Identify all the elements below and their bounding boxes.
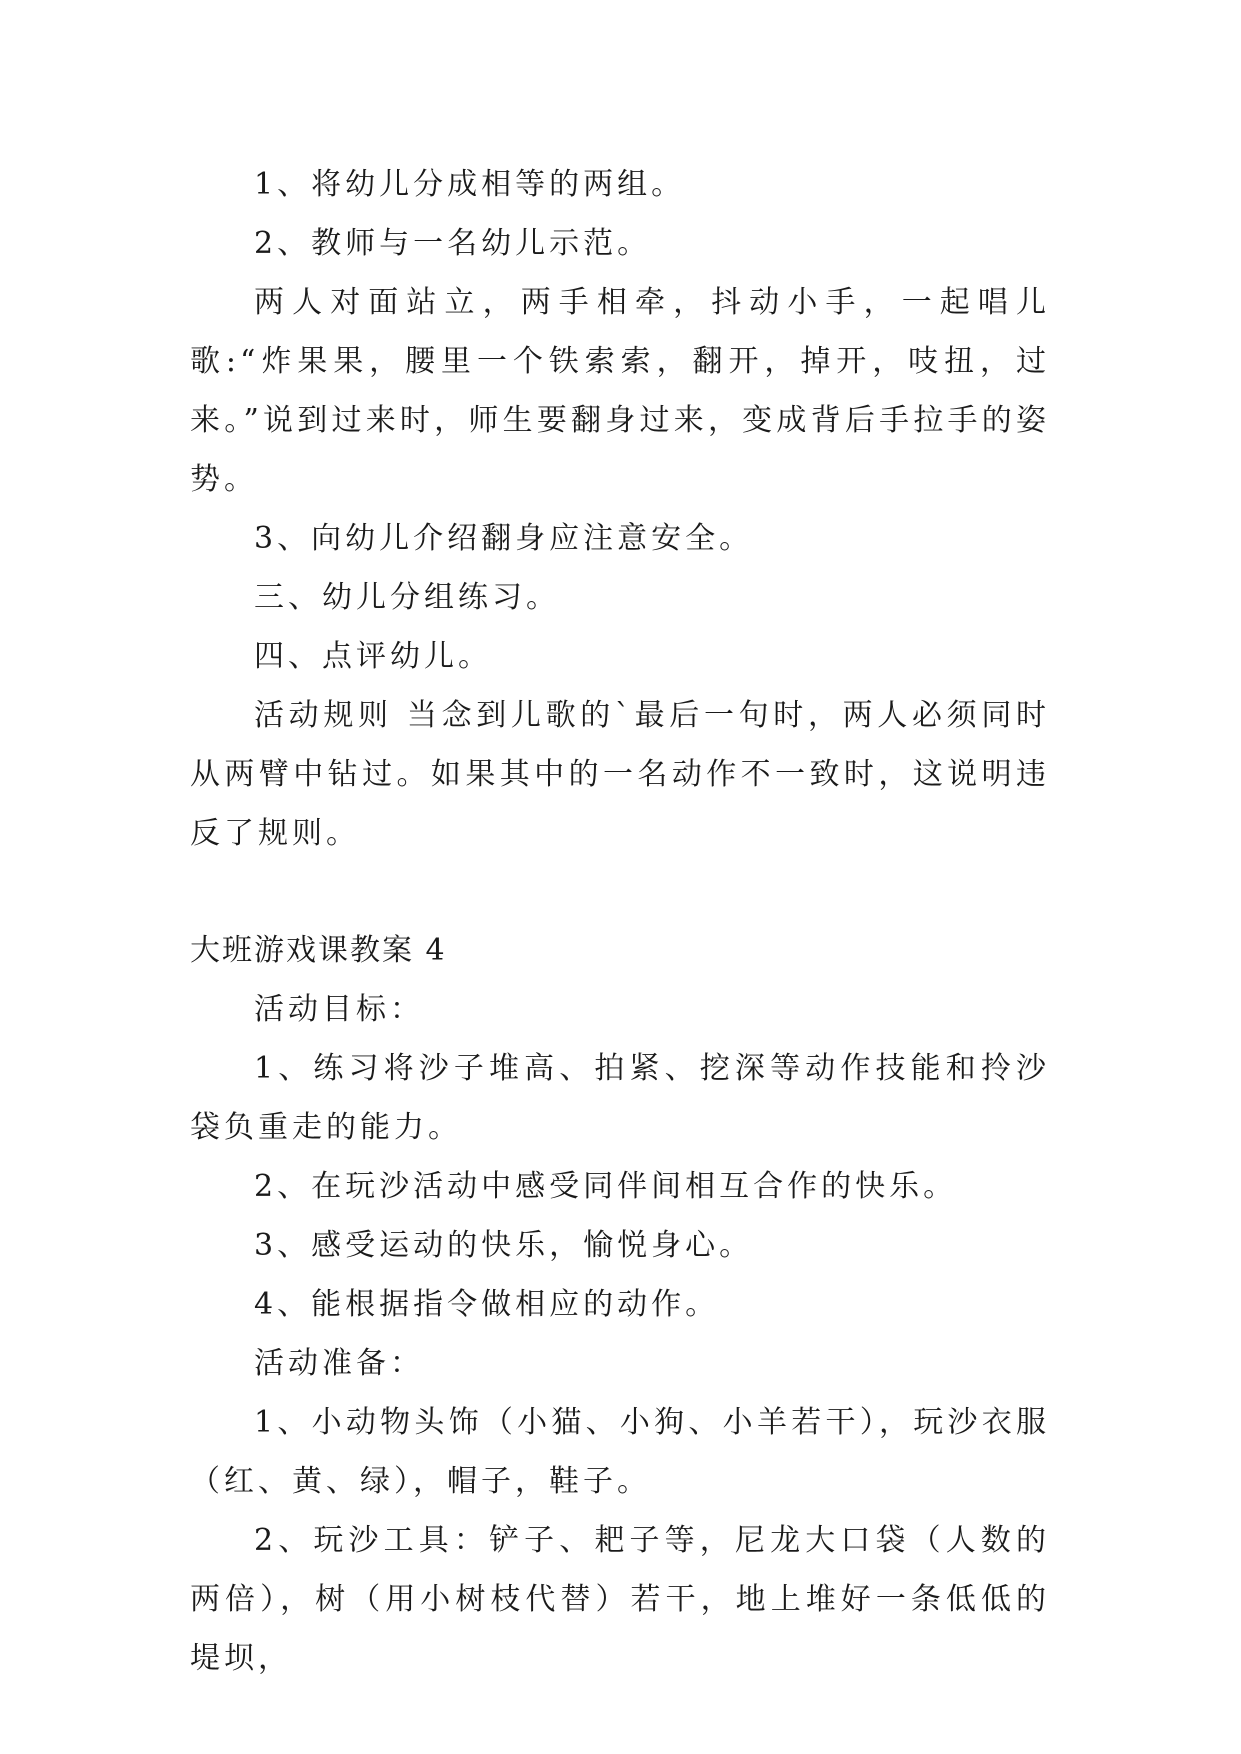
section-title: 大班游戏课教案 4 — [190, 933, 447, 968]
document-page — [190, 155, 1050, 1688]
goal-item: 4、能根据指令做相应的动作。 — [254, 1287, 720, 1322]
paragraph: 1、将幼儿分成相等的两组。 — [254, 167, 686, 202]
paragraph: 两人对面站立，两手相牵，抖动小手，一起唱儿歌:“炸果果，腰里一个铁索索，翻开，掉开，吱扭，过来。”说到过来时，师生要翻身过来，变成背后手拉手的姿势。 — [190, 285, 1050, 497]
preparation-item: 1、小动物头饰（小猫、小狗、小羊若干），玩沙衣服（红、黄、绿），帽子，鞋子。 — [190, 1405, 1050, 1499]
paragraph: 四、点评幼儿。 — [254, 639, 492, 674]
paragraph: 2、教师与一名幼儿示范。 — [254, 226, 652, 261]
preparation-item: 2、玩沙工具：铲子、耙子等，尼龙大口袋（人数的两倍），树（用小树枝代替）若干，地上堆好一条低低的堤坝， — [190, 1523, 1050, 1676]
goal-item: 2、在玩沙活动中感受同伴间相互合作的快乐。 — [254, 1169, 958, 1204]
goal-item: 1、练习将沙子堆高、拍紧、挖深等动作技能和拎沙袋负重走的能力。 — [190, 1051, 1050, 1145]
activity-rules-paragraph: 活动规则 当念到儿歌的`最后一句时，两人必须同时从两臂中钻过。如果其中的一名动作不一致时，这说明违反了规则。 — [190, 698, 1050, 851]
paragraph: 三、幼儿分组练习。 — [254, 580, 560, 615]
paragraph: 3、向幼儿介绍翻身应注意安全。 — [254, 521, 754, 556]
goals-label: 活动目标： — [254, 992, 424, 1027]
preparation-label: 活动准备： — [254, 1346, 424, 1381]
goal-item: 3、感受运动的快乐，愉悦身心。 — [254, 1228, 754, 1263]
